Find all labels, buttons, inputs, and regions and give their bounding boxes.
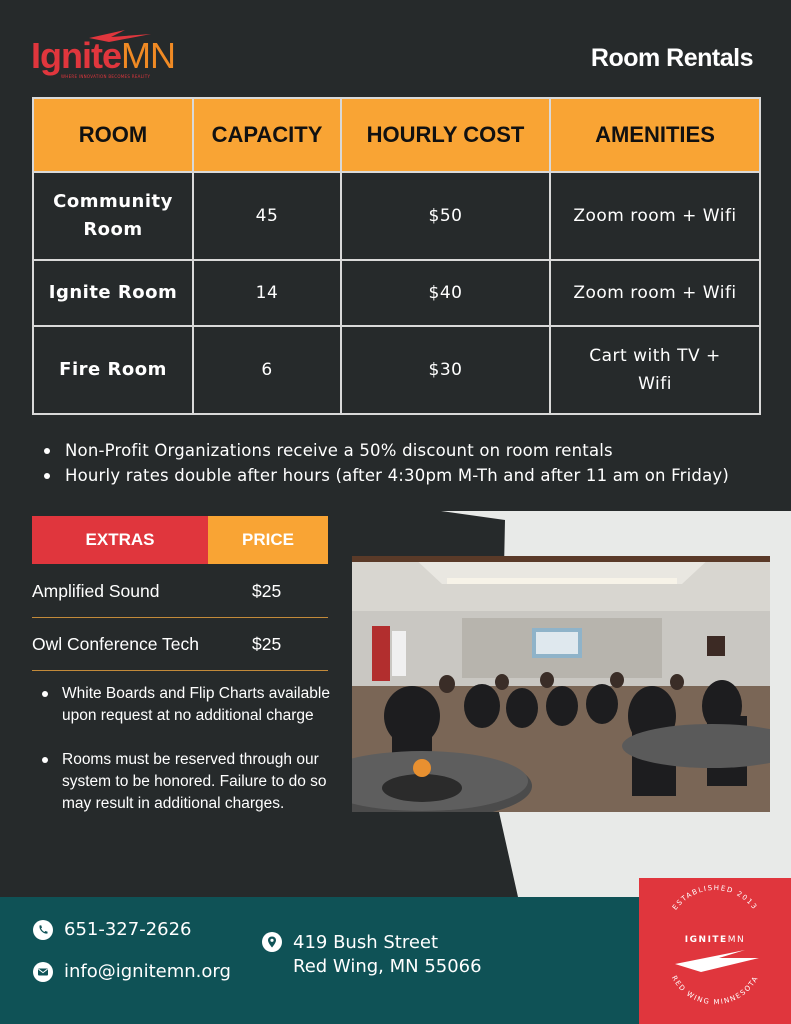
capacity-cell: 45 [193, 172, 341, 260]
room-name-cell: Fire Room [33, 326, 193, 414]
cost-cell: $50 [341, 172, 550, 260]
amenities-cell: Zoom room + Wifi [550, 172, 760, 260]
extras-row [32, 618, 328, 671]
table-row [33, 326, 760, 414]
svg-text:RED WING MINNESOTA [670, 974, 760, 1006]
extra-price: $25 [252, 633, 282, 654]
amenities-text: Cart with TV + Wifi [589, 346, 721, 394]
extras-note-item: Rooms must be reserved through our system to be honored. Failure to do so may result in additional charges. [40, 749, 332, 815]
extras-row [32, 565, 328, 618]
capacity-cell: 14 [193, 260, 341, 326]
badge-top-text: ESTABLISHED 2013 [670, 883, 760, 912]
price-header-label: PRICE [208, 516, 328, 564]
badge-name-mn: MN [727, 935, 746, 945]
phone-icon [33, 920, 53, 940]
svg-text:ESTABLISHED 2013 [671, 884, 759, 912]
room-name-cell: Ignite Room [33, 260, 193, 326]
logo-tagline: WHERE INNOVATION BECOMES REALITY [61, 74, 151, 79]
established-badge [639, 878, 791, 1024]
capacity-cell: 6 [193, 326, 341, 414]
room-name: Community Room [53, 191, 173, 240]
logo-mn-text: MN [121, 35, 175, 76]
phone-contact[interactable] [33, 919, 192, 940]
email-address[interactable]: info@ignitemn.org [64, 961, 231, 982]
room-name-cell [33, 172, 193, 260]
note-item: Non-Profit Organizations receive a 50% discount on room rentals [42, 438, 729, 463]
logo-wordmark [31, 36, 175, 76]
brand-logo[interactable] [31, 30, 175, 82]
table-row [33, 172, 760, 260]
pricing-notes [42, 438, 729, 488]
note-item: Hourly rates double after hours (after 4:30pm M-Th and after 11 am on Friday) [42, 463, 729, 488]
rooms-table [32, 97, 761, 415]
logo-ignite-text: Ignite [31, 35, 121, 76]
header-hourly-cost: HOURLY COST [341, 98, 550, 172]
table-row [33, 260, 760, 326]
svg-text:IGNITEMN [685, 935, 745, 945]
address-line-2: Red Wing, MN 55066 [293, 956, 482, 977]
email-icon [33, 962, 53, 982]
header-capacity: CAPACITY [193, 98, 341, 172]
amenities-cell [550, 326, 760, 414]
badge-bottom-text: RED WING MINNESOTA [669, 974, 761, 1007]
extras-header-label: EXTRAS [32, 516, 208, 564]
email-contact[interactable] [33, 961, 231, 982]
extra-name: Owl Conference Tech [32, 633, 199, 654]
header-room: ROOM [33, 98, 193, 172]
table-header-row [33, 98, 760, 172]
conference-room-photo [352, 556, 770, 812]
address-line-1: 419 Bush Street [293, 932, 439, 953]
extras-notes [40, 683, 332, 837]
location-pin-icon [262, 932, 282, 952]
extras-header [32, 516, 328, 564]
amenities-cell: Zoom room + Wifi [550, 260, 760, 326]
badge-name: IGNITE [684, 935, 728, 945]
address-contact [262, 931, 482, 979]
extra-name: Amplified Sound [32, 580, 160, 601]
page-title: Room Rentals [590, 44, 753, 72]
header-amenities: AMENITIES [550, 98, 760, 172]
extra-price: $25 [252, 580, 282, 601]
badge-swoosh-icon [675, 950, 759, 972]
extras-note-item: White Boards and Flip Charts available upon request at no additional charge [40, 683, 332, 727]
phone-number[interactable]: 651-327-2626 [64, 919, 192, 940]
cost-cell: $30 [341, 326, 550, 414]
cost-cell: $40 [341, 260, 550, 326]
